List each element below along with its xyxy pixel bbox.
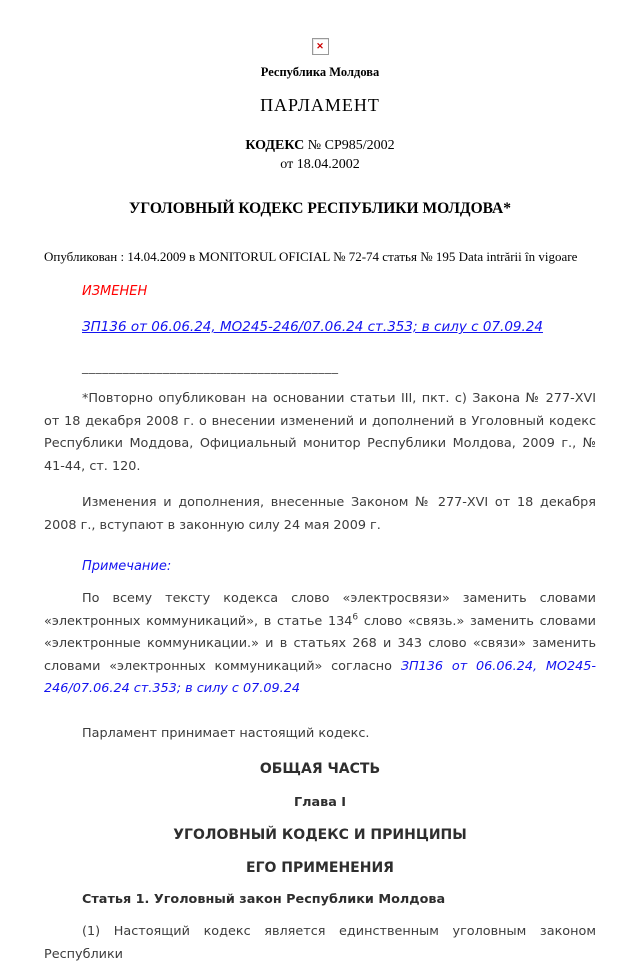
note-paragraph [44,588,596,701]
note-superscript: 6 [352,612,359,623]
note-text-part1: По всему тексту кодекса слово «электросвязи» заменить словами «электронных коммуникаций», в статье 134 [44,591,596,629]
amendment-link-line [82,316,596,335]
chapter-title-line2: ЕГО ПРИМЕНЕНИЯ [246,860,394,876]
code-number: № CP985/2002 [304,138,395,153]
country-name: Республика Молдова [260,65,380,79]
article-1-text: (1) Настоящий кодекс является единственным уголовным законом Республики [44,924,596,962]
code-number-line [44,138,596,154]
chapter-title-line1: УГОЛОВНЫЙ КОДЕКС И ПРИНЦИПЫ [173,827,467,843]
reprint-note-paragraph: *Повторно опубликован на основании статьи III, пкт. c) Закона № 277-XVI от 18 декабря 2008 г. о внесении изменений и дополнений в Уголовный кодекс Республики Моддова, Официальный монитор Республики Молдова, 2009 г., № 41-44, ст. 120. [44,391,596,474]
article-1-heading: Статья 1. Уголовный закон Республики Молдова [82,892,446,907]
chapter-label: Глава I [293,795,347,810]
note-text-part2: слово «связь.» заменить словами «электронные коммуникации.» и в статьях 268 и 343 слово «связи» заменить словами «электронных коммуникаций» согласно [44,613,596,674]
adoption-paragraph: Парламент принимает настоящий кодекс. [82,725,370,741]
note-label: Примечание: [82,559,172,574]
document-header [44,38,596,218]
amendment-law-link[interactable]: ЗП136 от 06.06.24, МО245-246/07.06.24 ст.353; в силу с 07.09.24 [82,319,543,335]
document-title: УГОЛОВНЫЙ КОДЕКС РЕСПУБЛИКИ МОЛДОВА* [129,200,511,217]
separator-line: ______________________________________ [82,359,339,374]
broken-image-glyph: ✕ [316,41,324,51]
entry-into-force-paragraph: Изменения и дополнения, внесенные Законом № 277-XVI от 18 декабря 2008 г., вступают в законную силу 24 мая 2009 г. [44,495,596,533]
part-heading: ОБЩАЯ ЧАСТЬ [259,761,381,777]
institution-name: ПАРЛАМЕНТ [260,95,380,115]
code-label: КОДЕКС [245,138,305,153]
code-date: от 18.04.2002 [280,157,360,172]
note-law-link[interactable]: ЗП136 от 06.06.24, МО245-246/07.06.24 ст.353; в силу с 07.09.24 [44,658,596,696]
broken-image-icon [312,38,329,55]
amendment-status: ИЗМЕНЕН [82,284,148,299]
publication-line: Опубликован : 14.04.2009 в MONITORUL OFICIAL № 72-74 статья № 195 Data intrării în vigoare [44,249,578,264]
